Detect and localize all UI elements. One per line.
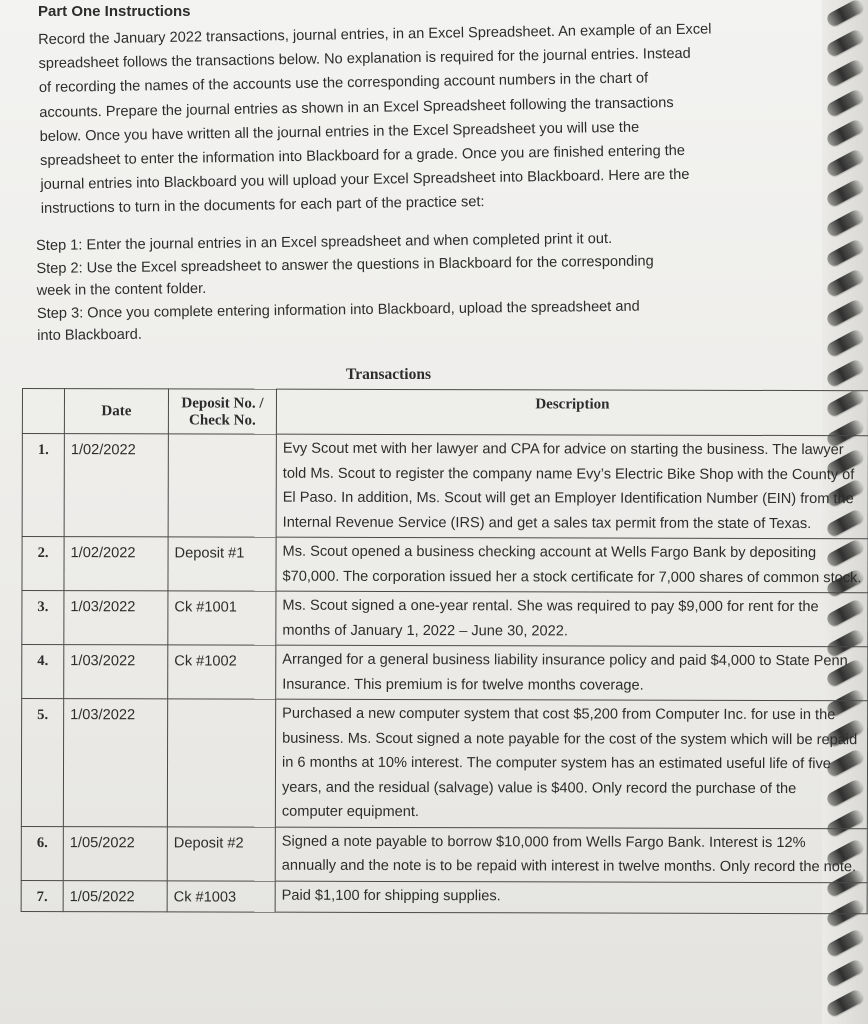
paragraph-line: journal entries into Blackboard you will upload your Excel Spreadsheet into Blackboard. Here are the <box>40 167 690 194</box>
table-row <box>21 826 867 882</box>
row-number: 7. <box>21 880 63 912</box>
row-deposit-check: Deposit #2 <box>167 826 275 880</box>
section-heading: Part One Instructions <box>38 3 191 20</box>
row-deposit-check <box>167 699 275 827</box>
table-title: Transactions <box>346 366 431 383</box>
row-date: 1/02/2022 <box>64 434 168 537</box>
paragraph-line: spreadsheet to enter the information into Blackboard for a grade. Once you are finished entering the <box>39 142 686 169</box>
paragraph-line: spreadsheet follows the transactions below. No explanation is required for the journal entries. Instead <box>38 45 691 73</box>
table-row <box>21 880 867 914</box>
row-date: 1/05/2022 <box>63 826 167 880</box>
row-description: Paid $1,100 for shipping supplies. <box>275 881 867 914</box>
row-description: Arranged for a general business liability insurance policy and paid $4,000 to State Penn Insurance. This premium is for twelve months coverage. <box>276 645 868 701</box>
paragraph-line: of recording the names of the accounts use the corresponding account numbers in the chart of <box>38 70 649 97</box>
row-number: 1. <box>22 434 64 537</box>
row-deposit-check: Ck #1002 <box>168 645 276 699</box>
row-deposit-check: Ck #1003 <box>167 880 275 912</box>
row-number: 2. <box>22 537 64 591</box>
header-date: Date <box>64 389 168 434</box>
transactions-table-wrapper <box>21 388 868 914</box>
row-deposit-check <box>168 434 276 537</box>
row-description: Purchased a new computer system that cost $5,200 from Computer Inc. for use in the business. Ms. Scout signed a note payable for the cost of the system which will be repaid in 6 months at 10% interest. The computer system has an estimated useful life of five years, and the residual (salvage) value is $400. Only record the purchase of the computer equipment. <box>275 699 867 828</box>
row-number: 6. <box>21 826 63 880</box>
row-date: 1/02/2022 <box>64 537 168 591</box>
row-description: Ms. Scout signed a one-year rental. She was required to pay $9,000 for rent for the months of January 1, 2022 – June 30, 2022. <box>276 591 868 647</box>
step-line: Step 2: Use the Excel spreadsheet to answer the questions in Blackboard for the corresponding <box>36 252 654 277</box>
paragraph-line: instructions to turn in the documents for each part of the practice set: <box>40 194 485 218</box>
transactions-table <box>21 388 868 914</box>
header-deposit-check: Deposit No. / Check No. <box>168 389 276 434</box>
table-body <box>21 434 868 914</box>
row-date: 1/05/2022 <box>63 880 167 912</box>
row-description: Evy Scout met with her lawyer and CPA for advice on starting the business. The lawyer told Ms. Scout to register the company name Evy’s Electric Bike Shop with the County of El Paso. In addition, Ms. Scout will get an Employer Identification Number (EIN) from the Internal Revenue Service (IRS) and get a sales tax permit from the state of Texas. <box>276 434 868 539</box>
paragraph-line: accounts. Prepare the journal entries as shown in an Excel Spreadsheet following the transactions <box>39 94 674 121</box>
paragraph-line: Record the January 2022 transactions, journal entries, in an Excel Spreadsheet. An example of an Excel <box>38 21 712 48</box>
table-row <box>22 645 868 701</box>
row-number: 5. <box>21 699 63 827</box>
row-deposit-check: Ck #1001 <box>168 591 276 645</box>
row-number: 4. <box>22 645 64 699</box>
paragraph-line: below. Once you have written all the journal entries in the Excel Spreadsheet you will use the <box>39 119 640 145</box>
row-description: Ms. Scout opened a business checking account at Wells Fargo Bank by depositing $70,000. The corporation issued her a stock certificate for 7,000 shares of common stock. <box>276 537 868 593</box>
step-line: into Blackboard. <box>37 326 142 344</box>
row-date: 1/03/2022 <box>64 591 168 645</box>
row-date: 1/03/2022 <box>64 645 168 699</box>
table-row <box>22 434 868 539</box>
row-description: Signed a note payable to borrow $10,000 from Wells Fargo Bank. Interest is 12% annually and the note is to be repaid with interest in twelve months. Only record the note. <box>275 827 867 883</box>
header-description: Description <box>276 389 868 436</box>
step-line: Step 1: Enter the journal entries in an Excel spreadsheet and when completed print it out. <box>36 230 613 254</box>
row-number: 3. <box>22 591 64 645</box>
header-number <box>22 389 64 434</box>
table-row <box>21 699 867 829</box>
step-line: Step 3: Once you complete entering information into Blackboard, upload the spreadsheet and <box>36 298 640 322</box>
steps-list <box>36 226 777 348</box>
row-date: 1/03/2022 <box>63 699 167 827</box>
row-deposit-check: Deposit #1 <box>168 537 276 591</box>
table-header-row <box>22 389 868 436</box>
step-line: week in the content folder. <box>36 280 207 299</box>
table-row <box>22 591 868 647</box>
instructions-paragraph <box>38 17 761 222</box>
table-row <box>22 537 868 593</box>
